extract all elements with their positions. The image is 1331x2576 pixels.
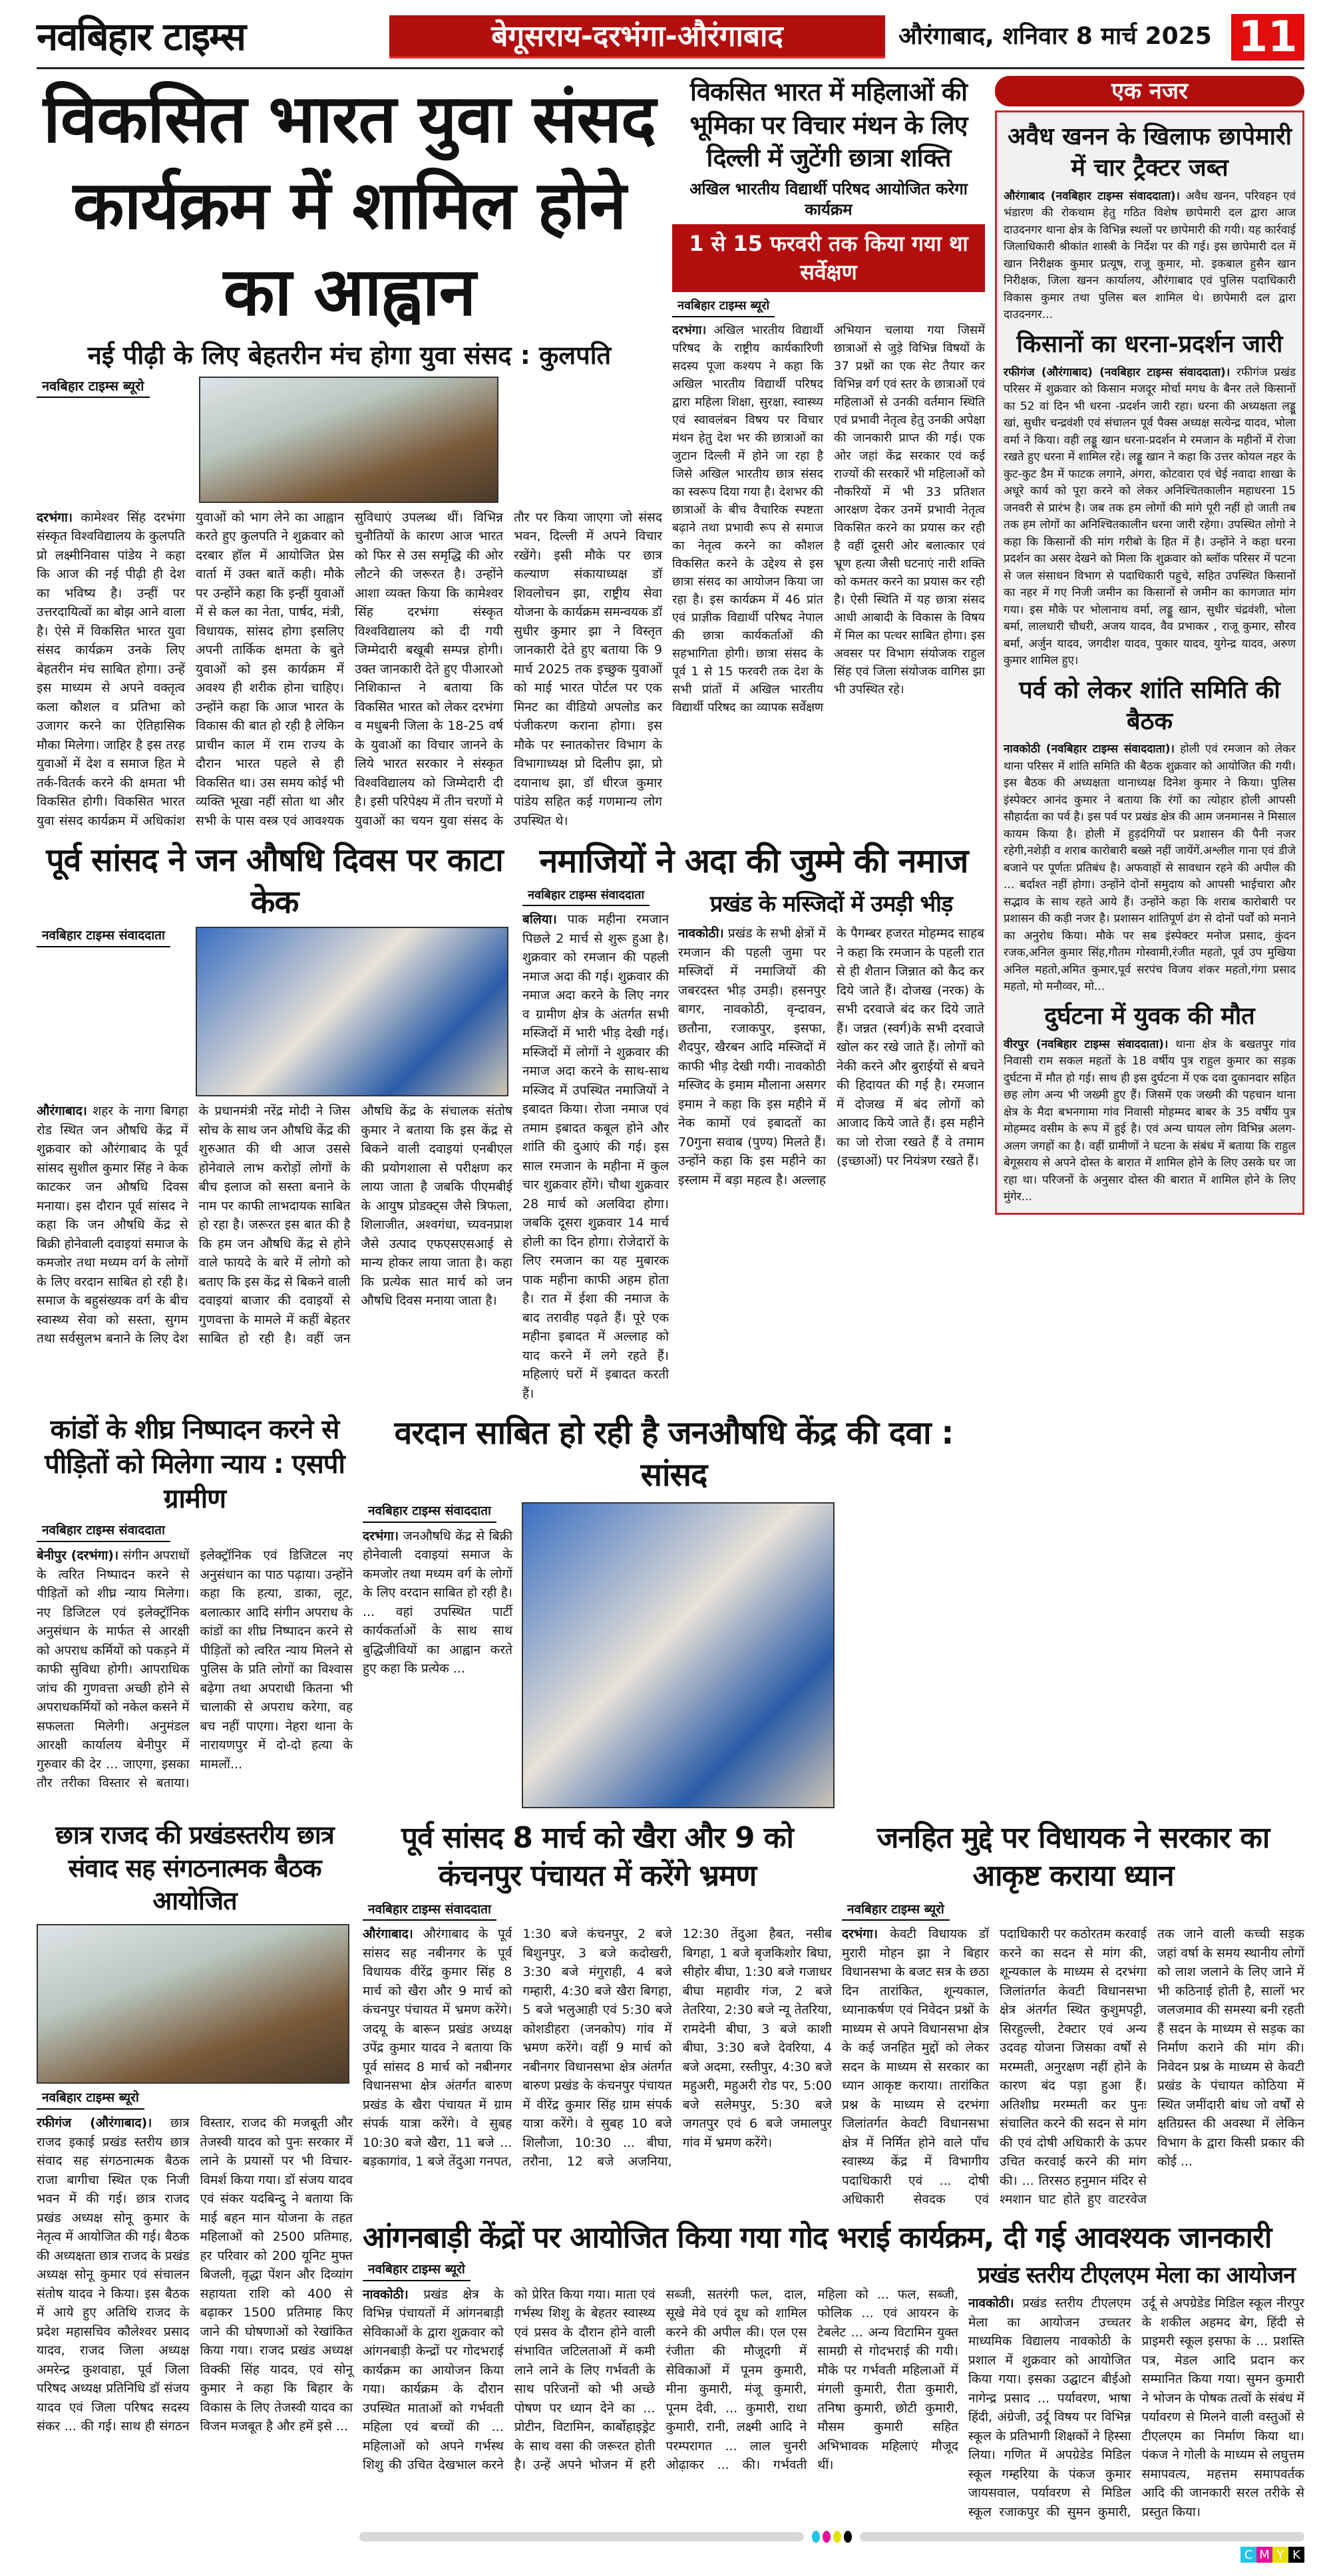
- page-footer: [37, 2531, 1304, 2543]
- dateline: दरभंगा।: [363, 1528, 399, 1543]
- masthead: नवबिहार टाइम्स: [37, 14, 246, 59]
- page-number: 11: [1231, 14, 1304, 61]
- dateline: नावकोठी।: [968, 2296, 1014, 2311]
- dateline: नावकोठी।: [363, 2287, 409, 2302]
- article-body: [37, 1546, 353, 1793]
- byline: नवबिहार टाइम्स संवाददाता: [363, 1901, 496, 1921]
- sp-gramin-story: [37, 1412, 353, 1792]
- dateline: रफीगंज (औरंगाबाद) (नवबिहार टाइम्स संवाददाता)।: [1004, 365, 1231, 379]
- sidebar-headline: दुर्घटना में युवक की मौत: [1044, 1002, 1255, 1030]
- dateline: वीरपुर (नवबिहार टाइम्स संवाददाता)।: [1004, 1037, 1169, 1051]
- cmyk-c: C: [1240, 2547, 1256, 2563]
- body-text: थाना क्षेत्र के बखतपुर गांव निवासी राम सकल महतों के 18 वर्षीय पुत्र राहुल कुमार का सड़क दुर्घटना में मौत हो गई। साथ ही इस दुर्घटना में एक दवा दुकानदार सहित छह लोग अन्य भी जख्मी हुए हैं। जिसमें एक जख्मी की पहचान थाना क्षेत्र के मैदा बभनगामा गांव निवासी मोहम्मद बाबर के 35 वर्षीय पुत्र मोहम्मद वसीम के रूप में हुई है। एवं अन्य घायल लोग विभिन्न अलग-अलग जगहों का है। वहीं ग्रामीणों ने घटना के संबंध में बताया कि राहुल बेगूसराय से अपने दोस्त के बारात में शामिल होने के लिए उसके घर जा रहा था। परिजनों के अनुसार दोस्त की बारात में शामिल होने के लिए मुंगेर...: [1004, 1037, 1296, 1204]
- top-section: [37, 76, 1304, 1808]
- cmyk-m: M: [1256, 2547, 1272, 2563]
- jan-aushadhi-cake-story: [37, 840, 512, 1348]
- byline: नवबिहार टाइम्स ब्यूरो: [363, 2261, 471, 2281]
- rjd-story: [37, 1819, 353, 2436]
- dateline: नावकोठी (नवबिहार टाइम्स संवाददाता)।: [1004, 742, 1175, 756]
- body-text: शहर के नागा बिगहा रोड स्थित जन औषधि केंद्र में शुक्रवार को औरंगाबाद के पूर्व सांसद सुशील कुमार सिंह ने केक काटकर जन औषधि दिवस मनाया। इस दौरान पूर्व सांसद ने कहा कि जन औषधि केंद्र से बिक्री होनेवाली दवाइयां समाज के कमजोर तथा मध्यम वर्ग के लोगों के लिए वरदान साबित हो रही है। समाज के बहुसंख्यक वर्ग के बीच स्वास्थ्य सेवा को सस्ता, सुगम तथा सर्वसुलभ बनाने के लिए देश के प्रधानमंत्री नरेंद्र मोदी ने जिस सोच के साथ जन औषधि केंद्र की शुरुआत की थी आज उससे होनेवाले लाभ करोड़ों लोगों के बीच इलाज को सस्ता बनाने के नाम पर काफी लाभदायक साबित हो रहा है। जरूरत इस बात की है कि हम जन औषधि केंद्र से होने वाले फायदे के बारे में लोगो को बताए कि इस केंद्र से बिकने वाली दवाइयां बाजार की दवाइयों से गुणवत्ता के मामले में कहीं बेहतर साबित हो रही है। वहीं जन औषधि केंद्र के संचालक संतोष कुमार ने बताया कि इस केंद्र से बिकने वाली दवाइयां एनबीएल की प्रयोगशाला से परीक्षण कर लाया जाता है जबकि पीएमबीई के आयुष प्रोडक्ट्स जैसे त्रिफला, शिलाजीत, अश्वगंधा, च्यवनप्राश जैसे उत्पाद एफएसएसआई से मान्य होकर लाया जाता है। कहा कि प्रत्येक सात मार्च को जन औषधि दिवस मनाया जाता है।: [37, 1104, 512, 1347]
- mp-felicitation-photo: [522, 1502, 835, 1808]
- lead-subhead: नई पीढ़ी के लिए बेहतरीन मंच होगा युवा संसद : कुलपति: [87, 341, 612, 371]
- sub-headline: प्रखंड स्तरीय टीएलएम मेला का आयोजन: [978, 2261, 1295, 2289]
- cmyk-mark: [37, 2547, 1304, 2563]
- main-column: [37, 76, 985, 1808]
- byline: नवबिहार टाइम्स ब्यूरो: [842, 1901, 950, 1921]
- article-body: [363, 2285, 958, 2475]
- article-body: [672, 321, 985, 717]
- lead-story: [37, 76, 662, 830]
- byline: नवबिहार टाइम्स ब्यूरो: [672, 297, 775, 317]
- story-headline: वरदान साबित हो रही है जनऔषधि केंद्र की दवा : सांसद: [394, 1414, 954, 1494]
- issue-date: औरंगाबाद, शनिवार 8 मार्च 2025: [898, 23, 1212, 51]
- byline: नवबिहार टाइम्स संवाददाता: [37, 927, 170, 947]
- article-body: [37, 508, 662, 831]
- body-text: औरंगाबाद के पूर्व सांसद सह नबीनगर के पूर्व विधायक वीरेंद्र कुमार सिंह 8 मार्च को खैरा और 9 मार्च को कंचनपुर पंचायत में भ्रमण करेंगे। जदयू के बारून प्रखंड अध्यक्ष उपेंद्र कुमार यादव ने बताया कि पूर्व सांसद 8 मार्च को नबीनगर विधानसभा क्षेत्र अंतर्गत बारुण प्रखंड के खैरा पंचायत में ग्राम संपर्क यात्रा करेंगे। वे सुबह 10:30 बजे खैरा, 11 बजे ... बड़कागांव, 1 बजे तेंदुआ गनपत, 1:30 बजे कंचनपुर, 2 बजे बिशुनपुर, 3 बजे कदोखरी, 3:30 बजे मंगुराही, 4 बजे गम्हारी, 4:30 बजे खैरा बिगहा, 5 बजे भलुआही एवं 5:30 बजे कोशडीहरा (जनकोप) गांव में भ्रमण करेंगे। वहीं 9 मार्च को नबीनगर विधानसभा क्षेत्र अंतर्गत बारुण प्रखंड के कंचनपुर पंचायत में वीरेंद्र कुमार सिंह ग्राम संपर्क यात्रा करेंगे। वे सुबह 10 बजे शिलौजा, 10:30 ... बीघा, तरौना, 12 बजे अजनिया, 12:30 तेंदुआ हैबत, नसीब बिगहा, 1 बजे बृजकिशोर बिघा, सीहोर बीघा, 1:30 बजे गजाधर बीघा महावीर गंज, 2 बजे तेतरिया, 2:30 बजे न्यू तेतरिया, रामदेनी बीघा, 3 बजे काशी बीघा, 3:30 बजे देवरिया, 4 बजे अदमा, रस्तीपुर, 4:30 बजे महुअरी, महुअरी रोड पर, 5:00 बजे सलेमपुर, 5:30 बजे जगतपुर एवं 6 बजे जमालपुर गांव में भ्रमण करेंगे।: [363, 1927, 832, 2170]
- body-text: छात्र राजद इकाई प्रखंड स्तरीय छात्र संवाद सह संगठनात्मक बैठक राजा बागीचा स्थित एक निजी भवन में की गई। छात्र राजद प्रखंड अध्यक्ष सोनू कुमार के नेतृत्व में आयोजित की गई। बैठक की अध्यक्षता छात्र राजद के प्रखंड अध्यक्ष सोनू कुमार एवं संचालन संतोष यादव ने किया। इस बैठक में आये हुए अतिथि राजद के प्रदेश महासचिव कौलेश्वर प्रसाद यादव, राजद जिला अध्यक्ष अमरेन्द्र कुशवाहा, पूर्व जिला परिषद अध्यक्ष प्रतिनिधि डॉ संजय यादव एवं जिला परिषद सदस्य संकर ... की गई। साथ ही संगठन विस्तार, राजद की मजबूती और तेजस्वी यादव को पुनः सरकार में लाने के प्रयासों पर भी विचार-विमर्श किया गया। डॉ संजय यादव एवं संकर यदबिन्दु ने बताया कि माई बहन मान योजना के तहत महिलाओं को 2500 प्रतिमाह, हर परिवार को 200 यूनिट मुफ्त बिजली, वृद्धा पेंशन और दिव्यांग सहायता राशि को 400 से बढ़ाकर 1500 प्रतिमाह किए जाने की घोषणाओं को रेखांकित किया गया। राजद प्रखंड अध्यक्ष विक्की सिंह यादव, एवं सोनू कुमार ने कहा कि बिहार के विकास के लिए तेजस्वी यादव का विजन मजबूत है और हमें इसे ...: [37, 2116, 353, 2434]
- story-headline: पूर्व सांसद ने जन औषधि दिवस पर काटा केक: [46, 842, 503, 921]
- body-text: प्रखंड स्तरीय टीएलएम मेला का आयोजन उच्चतर माध्यमिक विद्यालय नावकोठी के प्रशाल में शुक्रवार को आयोजित किया गया। इसका उद्घाटन बीईओ नागेन्द्र प्रसाद ... पर्यावरण, भाषा हिंदी, अंग्रेजी, उर्दू विषय पर विभिन्न स्कूल के प्रतिभागी शिक्षकों ने हिस्सा लिया। गणित में अपग्रेडेड मिडिल स्कूल गम्हरिया के पंकज कुमार जायसवाल, पर्यावरण से मिडिल स्कूल रजाकपुर की सुमन कुमारी, उर्दू से अपग्रेडेड मिडिल स्कूल नीरपुर के शकील अहमद बेग, हिंदी से प्राइमरी स्कूल इसफा के ... प्रशस्ति पत्र, मेडल आदि प्रदान कर सम्मानित किया गया। सुमन कुमारी ने भोजन के पोषक तत्वों के संबंध में पर्यावरण से मिलने वाली वस्तुओं से टीएलएम का निर्माण किया था। पंकज ने गोली के माध्यम से लघुत्तम समापवत्य, महत्तम समापवर्तक आदि की जानकारी सरल तरीके से प्रस्तुत किया।: [968, 2296, 1304, 2519]
- sidebar-headline: पर्व को लेकर शांति समिति की बैठक: [1019, 676, 1280, 735]
- article-body: [363, 1527, 512, 1679]
- namaz-story: [522, 840, 985, 1403]
- body-text: संगीन अपराधों के त्वरित निष्पादन करने से पीड़ितों को शीघ्र न्याय मिलेगा। नए डिजिटल एवं इलेक्ट्रॉनिक अनुसंधान के मार्फत से आरक्षी को अपराध कर्मियों को पकड़ने में काफी सुविधा होगी। आपराधिक जांच की गुणवत्ता अच्छी होने से अपराधकर्मियों को नकेल कसने में सफलता मिलेगी। अनुमंडल आरक्षी कार्यालय बेनीपुर में गुरुवार की देर ... जाएगा, इसका तौर तरीका विस्तार से बताया। इलेक्ट्रॉनिक एवं डिजिटल नए अनुसंधान का पाठ पढ़ाया। उन्होंने कहा कि हत्या, डाका, लूट, बलात्कार आदि संगीन अपराध के कांडों का शीघ्र निष्पादन करने से पीड़ितों को त्वरित न्याय मिलने से पुलिस के प्रति लोगों का विश्वास बढ़ेगा तथा अपराधी कितना भी चालाकी से अपराध करेगा, वह बच नहीं पाएगा। नेहरा थाना के नारायणपुर में दो-दो हत्या के मामलों...: [37, 1548, 353, 1791]
- body-text: कामेश्वर सिंह दरभंगा संस्कृत विश्वविद्यालय के कुलपति प्रो लक्ष्मीनिवास पांडेय ने कहा कि आज की नई पीढ़ी ही देश का भविष्य है। उन्हीं पर उत्तरदायित्वों का बोझ आने वाला है। ऐसे में विकसित भारत युवा संसद कार्यक्रम उनके लिए बेहतरीन मंच साबित होगा। उन्हें इस माध्यम से अपने वक्तृत्व कला कौशल व प्रतिभा को उजागर करने का ऐतिहासिक मौका मिलेगा। जाहिर है इस तरह युवाओं में देश व समाज हित मे तर्क-वितर्क करने की क्षमता भी विकसित होगी। विकसित भारत युवा संसद कार्यक्रम में अधिकांश युवाओं को भाग लेने का आह्वान करते हुए कुलपति ने शुक्रवार को दरबार हॉल में आयोजित प्रेस वार्ता में उक्त बातें कही। मौके पर उन्होंने कहा कि इन्हीं युवाओं में से कल का नेता, पार्षद, मंत्री, विधायक, सांसद होगा इसलिए अपनी तार्किक क्षमता के बुते युवाओं को इस कार्यक्रम में अवश्य ही शरीक होना चाहिए। उन्होंने कहा कि आज भारत के विकास की बात हो रही है लेकिन प्राचीन काल में राम राज्य के दौरान भारत पहले से ही विकसित था। उस समय कोई भी व्यक्ति भूखा नहीं सोता था और सभी के पास वस्त्र एवं आवश्यक सुविधाएं उपलब्ध थीं। विभिन्न चुनौतियों के कारण आज भारत को फिर से उस समृद्धि की ओर लौटने की जरूरत है। उन्होंने आशा व्यक्त किया कि कामेश्वर सिंह दरभंगा संस्कृत विश्वविद्यालय को दी गयी जिम्मेदारी बखूबी सम्पन्न होगी। उक्त जानकारी देते हुए पीआरओ निशिकान्त ने बताया कि विकसित भारत को लेकर दरभंगा व मधुबनी जिला के 18-25 वर्ष के युवाओं का विचार जानने के लिये भारत सरकार ने संस्कृत विश्वविद्यालय को जिम्मेदारी दी है। इसी परिपेक्ष्य में तीन चरणों मे युवाओं का चयन युवा संसद के तौर पर किया जाएगा जो संसद भवन, दिल्ली में अपने विचार रखेंगे। इसी मौके पर छात्र कल्याण संकायाध्यक्ष डॉ शिवलोचन झा, राष्ट्रीय सेवा योजना के कार्यक्रम समन्वयक डॉ सुधीर कुमार झा ने विस्तृत जानकारी देते हुए बताया कि 9 मार्च 2025 तक इच्छुक युवाओं को माई भारत पोर्टल पर एक मिनट का वीडियो अपलोड कर पंजीकरण कराना होगा। इस मौके पर स्नातकोत्तर विभाग के विभागाध्यक्ष प्रो दिलीप झा, प्रो दयानाथ झा, डॉ धीरज कुमार पांडेय सहित कई गणमान्य लोग उपस्थित थे।: [37, 510, 662, 828]
- body-text: केवटी विधायक डॉ मुरारी मोहन झा ने बिहार विधानसभा के बजट सत्र के छठा दिन तारांकित, शून्यकाल, ध्यानाकर्षण एवं निवेदन प्रश्नों के माध्यम से अपने विधानसभा क्षेत्र के कई जनहित मुद्दों को लेकर सदन के माध्यम से सरकार का ध्यान आकृष्ट कराया। तारांकित प्रश्न के माध्यम से दरभंगा जिलांतर्गत केवटी विधानसभा क्षेत्र में निर्मित होने वाले पाँच स्वास्थ्य केंद्र में विभागीय पदाधिकारी एवं ... दोषी अधिकारी सेवदक एवं पदाधिकारी पर कठोरतम करवाई करने का सदन से मांग की, शून्यकाल के माध्यम से दरभंगा जिलांतर्गत केवटी विधानसभा क्षेत्र अंतर्गत स्थित कुशुमपट्टी, सिरहुल्ली, टेक्टार एवं अन्य उदवह योजना जिसका वर्षों से मरम्मती, अनुरक्षण नहीं होने के कारण बंद पड़ा हुआ हैं। अतिशीघ्र मरम्मती कर पुनः संचालित करने की सदन से मांग की एवं दोषी अधिकारी के ऊपर उचित करवाई करने की मांग की। ... तिरसठ हनुमान मंदिर से श्मशान घाट होते हुए वाटरवेज तक जाने वाली कच्ची सड़क जहां वर्षा के समय स्थानीय लोगों को लाश जलाने के लिए जाने में भी कठिनाई होती है, सालों भर जलजमाव की समस्या बनी रहती हैं सदन के माध्यम से सड़क का निर्माण कराने की मांग की। निवेदन प्रश्न के माध्यम से केवटी प्रखंड के पंचायत कोठिया में स्थित जमींदारी बांध जो वर्षों से क्षतिग्रस्त की अवस्था में लेकिन विभाग के द्वारा किसी प्रकार की कोई ...: [842, 1927, 1304, 2207]
- rjd-meeting-photo: [37, 1924, 349, 2084]
- byline: नवबिहार टाइम्स संवाददाता: [37, 1522, 170, 1542]
- article-body: [522, 910, 669, 1403]
- cake-cutting-photo: [196, 927, 508, 1096]
- article-body: [37, 1102, 512, 1349]
- story-subhead: अखिल भारतीय विद्यार्थी परिषद आयोजित करेगा कार्यक्रम: [689, 179, 968, 219]
- body-text: जनऔषधि केंद्र से बिक्री होनेवाली दवाइयां समाज के कमजोर तथा मध्यम वर्ग के लोगों के लिए वरदान साबित हो रही है। ... वहां उपस्थित पार्टी कार्यकर्ताओं के साथ साथ बुद्धिजीवियों का आह्वान करते हुए कहा कि प्रत्येक ...: [363, 1528, 512, 1677]
- dateline: औरंगाबाद।: [37, 1104, 87, 1119]
- story-headline: नमाजियों ने अदा की जुम्मे की नमाज: [539, 842, 968, 881]
- article-body: [363, 1925, 832, 2172]
- janaushadhi-mp-story: [363, 1412, 985, 1808]
- sidebar-story: [1004, 122, 1296, 324]
- ek-nazar-sidebar: [995, 76, 1304, 1214]
- header-rule: [37, 67, 1304, 69]
- edition-banner: बेगूसराय-दरभंगा-औरंगाबाद: [389, 15, 885, 59]
- dateline: दरभंगा।: [37, 510, 73, 525]
- sidebar-story: [1004, 329, 1296, 670]
- registration-dots: [812, 2531, 852, 2543]
- sidebar-box: [995, 110, 1304, 1214]
- sidebar-headline: किसानों का धरना-प्रदर्शन जारी: [1016, 330, 1283, 358]
- story-headline: कांडों के शीघ्र निष्पादन करने से पीड़ितों को मिलेगा न्याय : एसपी ग्रामीण: [45, 1414, 345, 1515]
- row-3: [37, 1412, 985, 1808]
- row-1: [37, 76, 985, 830]
- body-text: अवैध खनन, परिवहन एवं भंडारण की रोकथाम हेतु गठित विशेष छापेमारी दल द्वारा आज दाउदनगर थाना क्षेत्र के विभिन्न स्थलों पर छापेमारी की गयी। यह कार्रवाई जिलाधिकारी श्रीकांत शास्त्री के निर्देश पर की गई। इस छापेमारी दल में खान निरीक्षक कुमार प्रत्यूष, राजू कुमार, मो. इकबाल हुसैन खान निरीक्षक, जिला खनन कार्यालय, औरंगाबाद एवं पुलिस पदाधिकारी विकास कुमार तथा पुलिस बल शामिल थे। छापेमारी दल द्वारा दाउदनगर...: [1004, 189, 1296, 322]
- cmyk-y: Y: [1272, 2547, 1288, 2563]
- body-text: प्रखंड के सभी क्षेत्रों में रमजान की पहली जुमा पर मस्जिदों में नमाजियों की जबरदस्त भीड़ उमड़ी। हसनपुर बागर, नावकोठी, वृन्दावन, छतौना, रजाकपुर, इसफा, शैदपुर, खैरबन आदि मस्जिदों में काफी भीड़ देखी गयी। नावकोठी मस्जिद के इमाम मौलाना असगर इमाम ने कहा कि इस महीने में नेक कामों एवं इबादतों का 70गुना सवाब (पुण्य) मिलते हैं। उन्होंने कहा कि इस महीने का इस्लाम में बड़ा महत्व है। अल्लाह के पैगम्बर हजरत मोहम्मद साहब ने कहा कि रमजान के पहली रात से ही शैतान जिन्नात को कैद कर दिये जाते हैं। दोजख (नरक) के सभी दरवाजे बंद कर दिये जाते हैं। जन्नत (स्वर्ग)के सभी दरवाजे खोल कर रखे जाते हैं। लोगों को नेकी करने और बुराईयों से बचने की हिदायत की गई है। रमजान में दोजख में बंद लोगों को आजाद किये जाते हैं। इस महीने का जो रोजा रखते हैं वे तमाम (इच्छाओं) पर नियंत्रण रखते हैं।: [678, 926, 984, 1188]
- dateline: नावकोठी।: [678, 926, 724, 941]
- story-headline: छात्र राजद की प्रखंडस्तरीय छात्र संवाद सह संगठनात्मक बैठक आयोजित: [55, 1820, 334, 1916]
- body-text: पाक महीना रमजान पिछले 2 मार्च से शुरू हुआ है। शुक्रवार को रमजान की पहली नमाज अदा की गई। शुक्रवार की नमाज अदा करने के लिए नगर व ग्रामीण क्षेत्र के अंतर्गत सभी मस्जिदों में भारी भीड़ देखी गई। मस्जिदों में लोगों ने शुक्रवार की नमाज अदा करने के साथ-साथ मस्जिद में उपस्थित नमाजियों ने इबादत किया। रोजा नमाज एवं तमाम इबादत कबूल होने और शांति की दुआएं की गई। इस साल रमजान के महीना में कुल चार शुक्रवार होंगे। चौथा शुक्रवार 28 मार्च को अलविदा होगा। जबकि दूसरा शुक्रवार 14 मार्च होली का दिन होगा। रोजेदारों के लिए रमजान का यह मुबारक पाक महीना काफी अहम होता है। रात में ईशा की नमाज के बाद तरावीह पढ़ते हैं। पूरे एक महीना इबादत में अल्लाह को याद करने में लगे रहते हैं। महिलाएं घरों में इबादत करती हैं।: [522, 912, 669, 1401]
- article-body: [968, 2294, 1304, 2521]
- sidebar-story: [1004, 675, 1296, 996]
- article-body: [842, 1925, 1304, 2209]
- body-text: रफीगंज प्रखंड परिसर में शुक्रवार को किसान मजदूर मोर्चा मगध के बैनर तले किसानों का 52 वां दिन भी धरना -प्रदर्शन जारी रहा। धरना की अध्यक्षता लड्डू खां, सुधीर चन्द्रवंशी एवं संचालन पूर्व पैक्स अध्यक्ष सत्येन्द्र यादव, भोला वर्मा ने किया। वही लड्डू खान धरना-प्रदर्शन मे रमजान के महीनों में रोजा रखते हुए धरना में शामिल रहे। लड्डू खान ने कहा कि उत्तर कोयल नहर के कुट-कुट डैम में फाटक लगाने, अंगरा, कोटवारा एवं चेई नवादा शाखा के अधूरे कार्य को पूरा करने को लेकर अनिश्चितकालीन महाधरना 15 जनवरी से प्रारंभ है। जब तक हम लोगों की मांगे पूरी नहीं हो जाती तब तक हम लोगों का अनिश्चितकालीन धरना जारी रहेगा। उपस्थित लोगो ने कहा कि किसानों की मांग गरीबो के हित में है। उन्होंने ने कहा धरना प्रदर्शन का असर देखने को मिला कि शुक्रवार को ब्लॉक परिसर में पटना से जल संसाधन विभाग से पदाधिकारी पहुचे, सहित उपस्थित किसानों का नहर में गए निजी जमीन का किसानों से जमीन का कागजात मांग गया। इस मौके पर भोलानाथ वर्मा, लड्डू खान, सुधीर चंद्रवंशी, भोला बर्मा, लालधारी चौधरी, अजय यादव, वैव प्रभाकर , राजू कुमार, सौरव बर्मा, अर्जुन यादव, जगदीश यादव, पुकार यादव, युगेन्द्र यादव, अरुण कुमार शामिल हुए।: [1004, 365, 1296, 668]
- byline: नवबिहार टाइम्स संवाददाता: [522, 887, 650, 906]
- body-text: प्रखंड क्षेत्र के विभिन्न पंचायतों में आंगनबाड़ी सेविकाओं के द्वारा शुक्रवार को आंगनबाड़ी केन्द्रों पर गोदभराई कार्यक्रम का आयोजन किया गया। कार्यक्रम के दौरान उपस्थित माताओं को गर्भवती महिला एवं बच्चों की ... महिलाओं को अपने गर्भस्थ शिशु की उचित देखभाल करने को प्रेरित किया गया। माता एवं गर्भस्थ शिशु के बेहतर स्वास्थ्य एवं प्रसव के दौरान होने वाली संभावित जटिलताओं में कमी लाने लाने के लिए गर्भवती के साथ परिजनों को भी अच्छे पोषण पर ध्यान देने का ... प्रोटीन, विटामिन, कार्बोहाइड्रेट के साथ वसा की जरूरत होती है। उन्हें अपने भोजन में हरी सब्जी, सतरंगी फल, दाल, सूखे मेवे एवं दूध को शामिल करने की अपील की। एल एस रंजीता की मौजूदगी में सेविकाओं में पूनम कुमारी, मीना कुमारी, मंजू कुमारी, पूनम देवी, ... कुमारी, राधा कुमारी, रानी, लक्ष्मी आदि ने परम्परागत ... लाल चुनरी ओढ़ाकर ... की। गर्भवती महिला को ... फल, सब्जी, फोलिक ... एवं आयरन के टेबलेट ... अन्य विटामिन युक्त सामग्री से गोदभराई की गयी। मौके पर गर्भवती महिलाओं में मंगली कुमारी, रीता कुमारी, तनिषा कुमारी, छोटी कुमारी, मौसम कुमारी सहित अभिभावक महिलाएं मौजूद थीं।: [363, 2287, 958, 2472]
- sidebar-headline: अवैध खनन के खिलाफ छापेमारी में चार ट्रैक्टर जब्त: [1007, 123, 1292, 182]
- story-headline: विकसित भारत में महिलाओं की भूमिका पर विचार मंथन के लिए दिल्ली में जुटेंगी छात्रा शक्ति: [689, 77, 968, 173]
- anganbadi-story: [363, 2219, 1304, 2521]
- dateline: औरंगाबाद (नवबिहार टाइम्स संवाददाता)।: [1004, 189, 1180, 203]
- row-2: [37, 840, 985, 1403]
- bottom-right-column: [363, 1819, 1304, 2521]
- story-headline: पूर्व सांसद 8 मार्च को खैरा और 9 को कंचनपुर पंचायत में करेंगे भ्रमण: [401, 1821, 793, 1893]
- body-text: अखिल भारतीय विद्यार्थी परिषद के राष्ट्रीय कार्यकारिणी सदस्य पूजा कश्यप ने कहा कि अखिल भारतीय विद्यार्थी परिषद द्वारा महिला शिक्षा, सुरक्षा, स्वास्थ्य एवं स्वावलंबन विषय पर विचार मंथन हेतु देश भर की छात्राओं का जुटान दिल्ली में होने जा रहा है जिसे अखिल भारतीय छात्र संसद का स्वरूप दिया गया है। देशभर की छात्राओं के बीच वैचारिक स्पष्टता बढ़ाने तथा प्रभावी रूप से समाज का नेतृत्व करने का कौशल विकसित करने के उद्देश्य से इस छात्रा संसद का आयोजन किया जा रहा है। इस कार्यक्रम में 46 प्रांत एवं प्राज्ञीक विद्यार्थी परिषद नेपाल की छात्रा कार्यकर्ताओं की सहभागिता होगी। छात्रा संसद के पूर्व 1 से 15 फरवरी तक देश के सभी प्रांतों में अखिल भारतीय विद्यार्थी परिषद का व्यापक सर्वेक्षण अभियान चलाया गया जिसमें छात्राओं से जुड़े विभिन्न विषयों के 37 प्रश्नों का एक सेट तैयार कर विभिन्न वर्ग एवं स्तर के छात्राओं एवं महिलाओं से उनकी वर्तमान स्थिति एवं प्रभावी नेतृत्व हेतु उनकी अपेक्षा की जानकारी प्राप्त की गई। एक ओर जहां केंद्र सरकार एवं कई राज्यों की सरकारें भी महिलाओं को नौकरियों में भी 33 प्रतिशत आरक्षण देकर उनमें प्रभावी नेतृत्व विकसित करने का प्रयास कर रही है वहीं दूसरी ओर बलात्कार एवं भ्रूण हत्या जैसी घटनाएं नारी शक्ति को कमतर करने का प्रयास कर रही है। ऐसी स्थिति में यह छात्रा संसद आधी आबादी के विकास के विषय में मिल का पत्थर साबित होगा। इस अवसर पर विभाग संयोजक राहुल सिंह एवं जिला संयोजक वागिस झा भी उपस्थित रहे।: [672, 323, 985, 715]
- body-text: होली एवं रमजान को लेकर थाना परिसर में शांति समिति की बैठक शुक्रवार को आयोजित की गयी। इस बैठक की अध्यक्षता थानाध्यक्ष दिनेश कुमार ने किया। पुलिस इंस्पेक्टर आनंद कुमार ने बताया कि रंगों का त्योहार होली आपसी सौहार्दता का पर्व है। इस पर्व पर प्रखंड क्षेत्र की आम जनमानस ने मिसाल कायम किया है। होली में हुड़दंगियों पर प्रशासन की पैनी नजर रहेगी,नशेड़ी व शराब कारोबारी बख्से नहीं जायेंगें.अश्लील गाना एवं डीजे बजाने पर पूर्णतः प्रतिबंध है। अफवाहों से सावधान रहने की अपील की ... बर्दाश्त नहीं होगा। उन्होंने दोनों समुदाय को आपसी भाईचारा और सद्भाव के साथ रहते आये हैं। उन्होंने कहा कि शराब कारोबारी पर प्रशासन की कड़ी नजर है। प्रशासन शांतिपूर्ण ढंग से दोनों पर्वों को मनाने का अनुरोध किया। मौके पर सब इंस्पेक्टर मनोज प्रसाद, कुंदन रजक,अनिल कुमार सिंह,गौतम गोस्वामी,रंजीत महतो, पूर्व उप मुखिया अनिल महतो,अमित कुमार,पूर्व सरपंच विजय शंकर महतो,गंगा प्रसाद महतो, मो मनौव्वर, मो...: [1004, 742, 1296, 994]
- story-headline: आंगनबाड़ी केंद्रों पर आयोजित किया गया गोद भराई कार्यक्रम, दी गई आवश्यक जानकारी: [363, 2220, 1272, 2255]
- page-header: [37, 12, 1304, 62]
- row-4: [363, 1819, 1304, 2209]
- article-body: [37, 2114, 353, 2436]
- mla-story: [842, 1819, 1304, 2209]
- byline: नवबिहार टाइम्स ब्यूरो: [37, 2089, 144, 2110]
- sub-article-body: [678, 924, 984, 1190]
- sidebar-title: एक नजर: [995, 76, 1304, 106]
- survey-callout: 1 से 15 फरवरी तक किया गया था सर्वेक्षण: [672, 224, 985, 292]
- youth-parliament-photo: [199, 377, 498, 503]
- registration-strip: [359, 2532, 804, 2541]
- dateline: दरभंगा।: [672, 323, 707, 337]
- sidebar-story: [1004, 1001, 1296, 1206]
- story-headline: जनहित मुद्दे पर विधायक ने सरकार का आकृष्ट कराया ध्यान: [876, 1821, 1270, 1893]
- cmyk-k: K: [1288, 2547, 1304, 2563]
- dateline: बलिया।: [522, 912, 557, 927]
- dateline: दरभंगा।: [842, 1927, 878, 1942]
- byline: नवबिहार टाइम्स संवाददाता: [363, 1502, 496, 1523]
- tlm-story: [968, 2261, 1304, 2521]
- bottom-section: [37, 1819, 1304, 2521]
- former-mp-tour-story: [363, 1819, 832, 2171]
- dateline: बेनीपुर (दरभंगा)।: [37, 1548, 119, 1563]
- dateline: औरंगाबाद।: [363, 1927, 413, 1942]
- byline: नवबिहार टाइम्स ब्यूरो: [37, 377, 150, 398]
- dateline: रफीगंज (औरंगाबाद)।: [37, 2116, 152, 2131]
- lead-headline: विकसित भारत युवा संसद कार्यक्रम में शामिल होने का आह्वान: [43, 80, 656, 331]
- registration-strip: [860, 2532, 1304, 2541]
- sub-headline: प्रखंड के मस्जिदों में उमड़ी भीड़: [709, 891, 953, 918]
- women-parliament-story: [672, 76, 985, 716]
